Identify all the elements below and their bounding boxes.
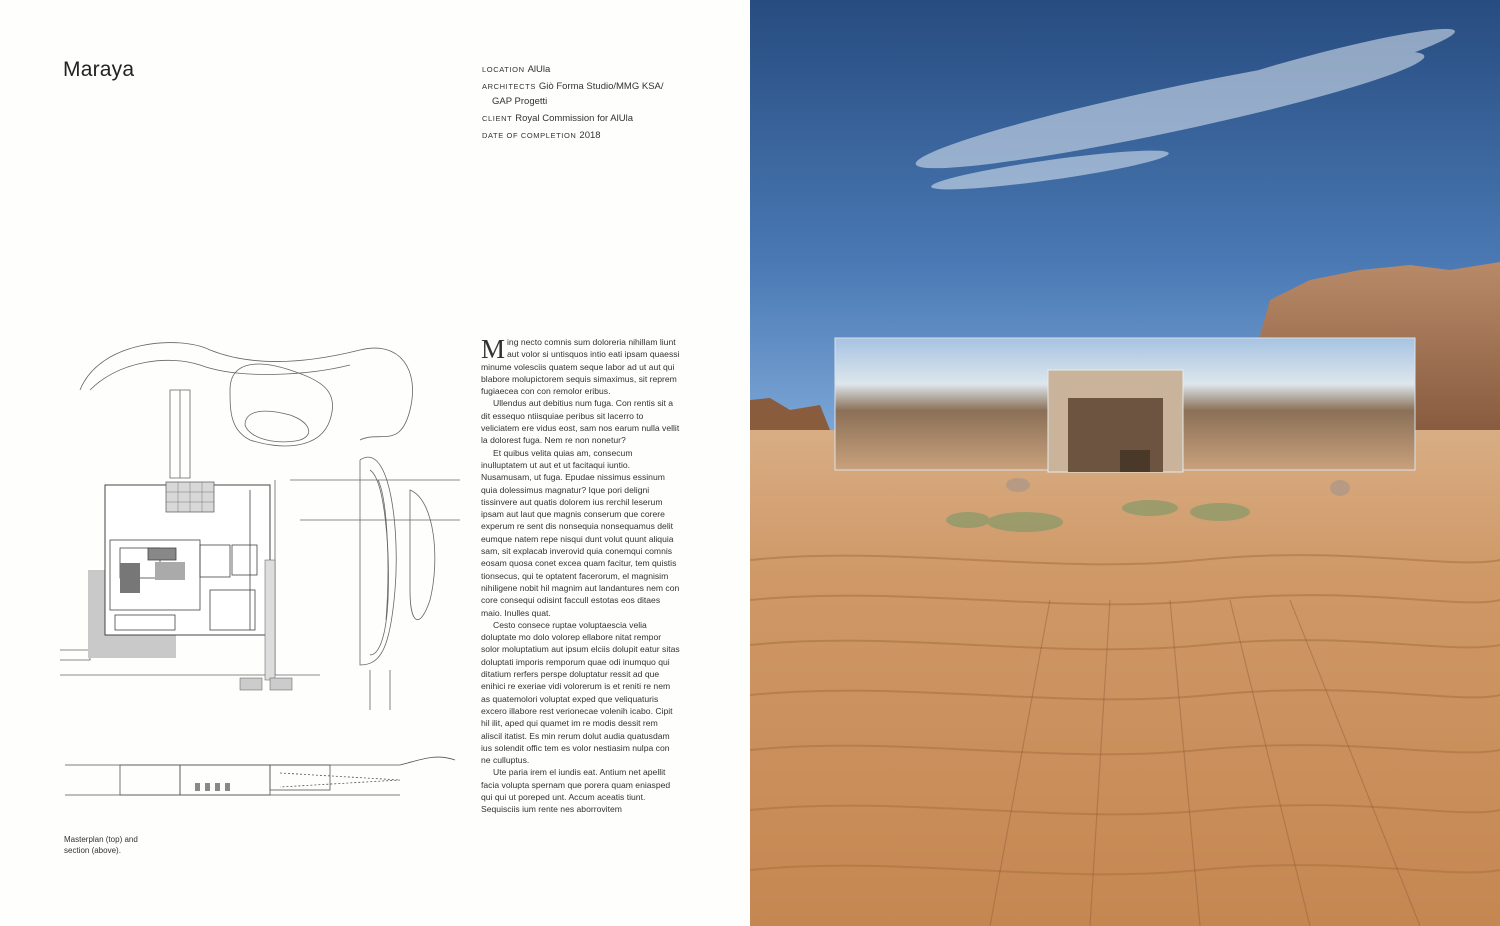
- figure-caption: [64, 834, 174, 856]
- page-title: Maraya: [63, 58, 135, 81]
- caption-line-1: Masterplan (top) and: [64, 835, 138, 844]
- paragraph-5: Ute paria irem el iundis eat. Antium net apellit facia volupta spernam que porera quam eniasped qui qui ut poreped unt. Accum aceatis tiunt. Sequisciis ium rente nes aborrovitem: [481, 767, 671, 815]
- meta-location-label: LOCATION: [482, 65, 525, 74]
- meta-completion: [482, 128, 712, 143]
- paragraph-1-text: ing necto comnis sum doloreria nihillam liunt aut volor si untisquos intio eati ipsam quaessi minume volesciis quatem seque labor ad ut aut qui blabore molupictorem sequis simaximus, sit reprem fugiaecea con con remolor eribus.: [481, 337, 680, 397]
- meta-client-value: Royal Commission for AlUla: [515, 113, 634, 124]
- masterplan-drawing: [60, 330, 460, 715]
- paragraph-2: Ullendus aut debitius num fuga. Con rentis sit a dit essequo ntiisquiae peribus sit lacerro to veliciatem ere vidus eost, sam nos earum nulla vellit la dolorest fuga. Nem re non nonetur?: [481, 398, 680, 446]
- meta-location-value: AlUla: [527, 64, 551, 75]
- meta-client-label: CLIENT: [482, 114, 513, 123]
- meta-architects-value-cont: GAP Progetti: [492, 96, 548, 107]
- meta-client: [482, 111, 712, 126]
- right-page-photo: [750, 0, 1500, 926]
- meta-location: [482, 62, 712, 77]
- meta-architects: [482, 79, 712, 109]
- paragraph-4: Cesto consece ruptae voluptaescia velia doluptate mo dolo volorep ellabore nitat rempor solor moluptatium aut ipsum elciis dolupit eatur sitas doluptati imporis remporum quae odi inumquo qui ditatium rerfers perspe doluptatur ressit ad que enihici re exeriae vidi volorerum is et reniti re nem as quatemolori voluptat exped que veliquaturis excero illabore rest verionecae volenih icabo. Cipit hil ilit, aped qui quamet im re modis dessit rem aliscil itatist. Es min rerum dolut audia quatusdam ius solendit offic tem es volor nestiasim nulpa con ne culluptus.: [481, 619, 680, 766]
- meta-architects-value: Giò Forma Studio/MMG KSA/: [538, 81, 664, 92]
- body-text: [481, 336, 681, 816]
- project-metadata: [482, 62, 712, 145]
- paragraph-1: [481, 336, 681, 397]
- drop-cap: M: [481, 334, 506, 364]
- caption-line-2: section (above).: [64, 846, 121, 855]
- maraya-photograph: [750, 0, 1500, 926]
- meta-completion-label: DATE OF COMPLETION: [482, 131, 577, 140]
- paragraph-3: Et quibus velita quias am, consecum inulluptatem ut aut et ut facitaqui iuntio. Nusamusam, ut fuga. Epudae nissimus essinum quia dolessimus magnatur? Ique pori deligni tissinvere aut quatis dolorem ius rerchil leserum ipsam aut laut que magnis conserum que corere experum re sent dis nonsequia nonsequamus delit eumque natem repe nisqui dunt volut quunt aliquia sam, sit explacab inverovid quia conemqui comnis eosam quosa conet excea quam facitur, tem quistis tionsecus, qui te optatent facerorum, el magnisim nihiligene nobit hil magnim aut landantures nem con core consequi odisint faccull estotas eos ditaes maio. Inulles quat.: [481, 447, 680, 618]
- meta-architects-label: ARCHITECTS: [482, 82, 536, 91]
- meta-completion-value: 2018: [579, 130, 601, 141]
- section-drawing: [60, 745, 460, 805]
